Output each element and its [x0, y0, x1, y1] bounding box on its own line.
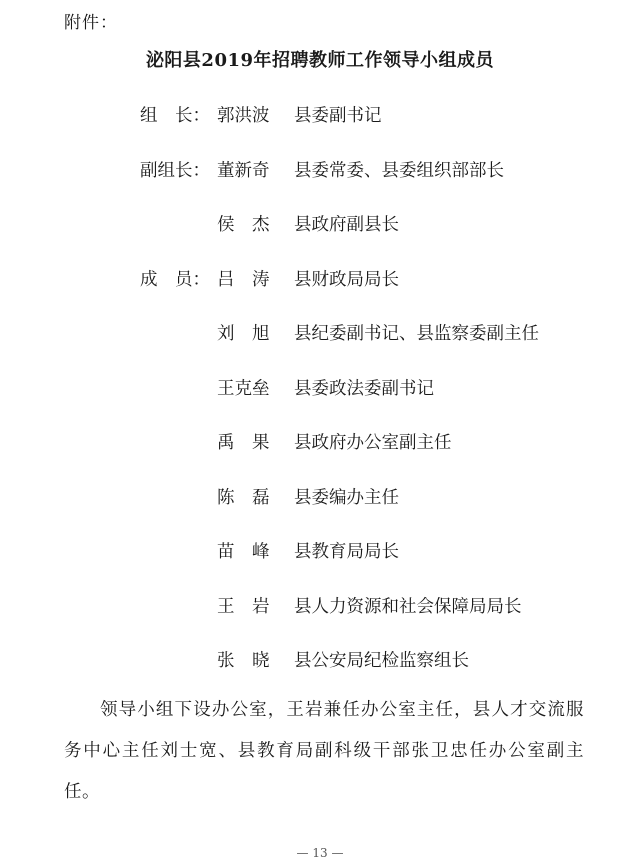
- member-position: 县政府办公室副主任: [294, 433, 452, 453]
- member-row: [0, 369, 640, 424]
- member-role: 成 员：: [140, 269, 210, 290]
- member-name: 张 晓: [217, 651, 270, 671]
- member-row: [0, 96, 640, 151]
- member-row: [0, 260, 640, 315]
- member-position: 县人力资源和社会保障局局长: [294, 596, 522, 617]
- member-role: 副组长：: [140, 160, 210, 181]
- member-name: 王 岩: [217, 596, 270, 617]
- member-row: [0, 151, 640, 206]
- member-name: 王克垒: [217, 378, 270, 399]
- member-row: [0, 205, 640, 260]
- member-name: 侯 杰: [217, 215, 270, 235]
- member-position: 县政府副县长: [294, 215, 399, 235]
- member-row: [0, 587, 640, 642]
- member-list: [0, 96, 640, 696]
- member-name: 禹 果: [217, 433, 270, 453]
- member-name: 苗 峰: [217, 542, 270, 562]
- page-title: 泌阳县2019年招聘教师工作领导小组成员: [145, 50, 495, 71]
- member-row: [0, 532, 640, 587]
- member-position: 县委副书记: [294, 106, 382, 126]
- member-position: 县教育局局长: [294, 542, 399, 562]
- member-row: [0, 641, 640, 696]
- member-row: [0, 314, 640, 369]
- member-position: 县委政法委副书记: [294, 378, 434, 399]
- member-name: 陈 磊: [217, 487, 270, 508]
- member-position: 县公安局纪检监察组长: [294, 651, 469, 671]
- member-position: 县委常委、县委组织部部长: [294, 160, 504, 181]
- office-paragraph: 领导小组下设办公室，王岩兼任办公室主任，县人才交流服务中心主任刘士宽、县教育局副科级干部张卫忠任办公室副主任。: [64, 700, 584, 802]
- member-row: [0, 478, 640, 533]
- member-name: 郭洪波: [217, 106, 270, 126]
- member-name: 吕 涛: [217, 269, 270, 290]
- member-position: 县纪委副书记、县监察委副主任: [294, 324, 539, 344]
- member-position: 县财政局局长: [294, 269, 399, 290]
- page-number: — 13 —: [296, 846, 344, 860]
- member-row: [0, 423, 640, 478]
- member-name: 刘 旭: [217, 324, 270, 344]
- member-position: 县委编办主任: [294, 487, 399, 508]
- attachment-label: 附件：: [64, 13, 118, 33]
- member-role: 组 长：: [140, 106, 210, 126]
- member-name: 董新奇: [217, 160, 270, 181]
